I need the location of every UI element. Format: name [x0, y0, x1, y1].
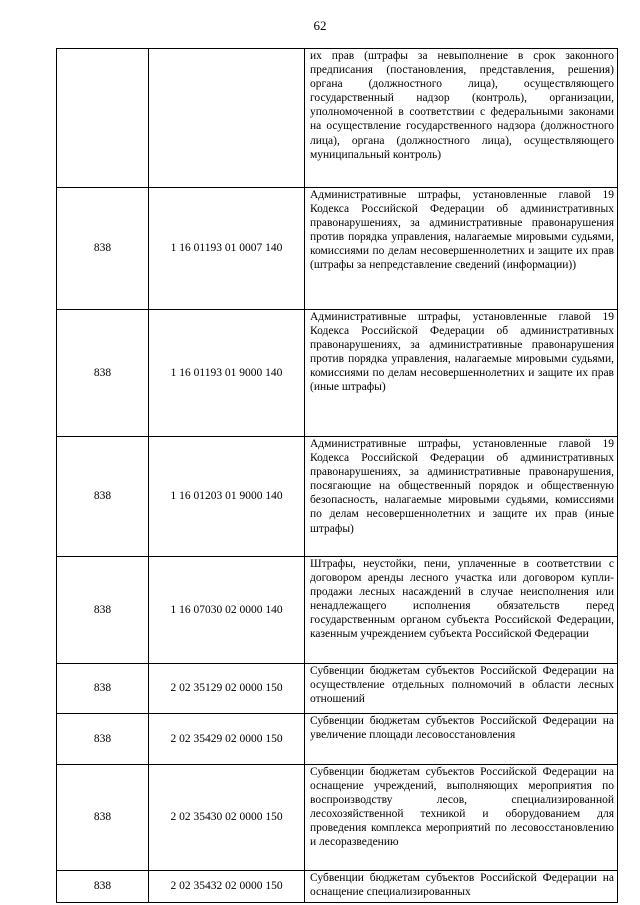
admin-code-cell: 838 [57, 310, 149, 437]
admin-code-cell: 838 [57, 714, 149, 765]
budget-code-cell: 2 02 35429 02 0000 150 [149, 714, 305, 765]
budget-code-cell [149, 49, 305, 188]
admin-code-cell: 838 [57, 871, 149, 903]
admin-code-cell: 838 [57, 437, 149, 557]
description-cell: Административные штрафы, установленные главой 19 Кодекса Российской Федерации об административных правонарушениях, за административные правонарушения, посягающие на общественный порядок и общественную безопасность, налагаемые мировыми судьями, комиссиями по делам несовершеннолетних и защите их прав (иные штрафы) [305, 437, 618, 557]
table-row [57, 871, 618, 903]
description-cell: их прав (штрафы за невыполнение в срок законного предписания (постановления, представления, решения) органа (должностного лица), осуществляющего государственный надзор (контроль), организации, уполномоченной в соответствии с федеральными законами на осуществление государственного надзора (должностного лица), органа (должностного лица), осуществляющего муниципальный контроль) [305, 49, 618, 188]
table-row [57, 310, 618, 437]
budget-code-cell: 2 02 35432 02 0000 150 [149, 871, 305, 903]
description-cell: Субвенции бюджетам субъектов Российской Федерации на оснащение учреждений, выполняющих мероприятия по воспроизводству лесов, специализированной лесохозяйственной техникой и оборудованием для проведения комплекса мероприятий по лесовосстановлению и лесоразведению [305, 765, 618, 871]
budget-code-cell: 2 02 35129 02 0000 150 [149, 664, 305, 714]
description-cell: Административные штрафы, установленные главой 19 Кодекса Российской Федерации об административных правонарушениях, за административные правонарушения против порядка управления, налагаемые мировыми судьями, комиссиями по делам несовершеннолетних и защите их прав (иные штрафы) [305, 310, 618, 437]
description-cell: Субвенции бюджетам субъектов Российской Федерации на увеличение площади лесовосстановления [305, 714, 618, 765]
admin-code-cell: 838 [57, 765, 149, 871]
budget-code-cell: 1 16 01193 01 0007 140 [149, 188, 305, 310]
budget-code-cell: 2 02 35430 02 0000 150 [149, 765, 305, 871]
budget-code-cell: 1 16 01193 01 9000 140 [149, 310, 305, 437]
table-row [57, 437, 618, 557]
description-cell: Административные штрафы, установленные главой 19 Кодекса Российской Федерации об административных правонарушениях, за административные правонарушения против порядка управления, налагаемые мировыми судьями, комиссиями по делам несовершеннолетних и защите их прав (штрафы за непредставление сведений (информации)) [305, 188, 618, 310]
description-cell: Штрафы, неустойки, пени, уплаченные в соответствии с договором аренды лесного участка или договором купли-продажи лесных насаждений в случае неисполнения или ненадлежащего исполнения обязательств перед государственным органом субъекта Российской Федерации, казенным учреждением субъекта Российской Федерации [305, 557, 618, 664]
table-row [57, 714, 618, 765]
table-row [57, 188, 618, 310]
description-cell: Субвенции бюджетам субъектов Российской Федерации на осуществление отдельных полномочий в области лесных отношений [305, 664, 618, 714]
admin-code-cell: 838 [57, 188, 149, 310]
page-number: 62 [313, 18, 327, 33]
table-row [57, 49, 618, 188]
admin-code-cell [57, 49, 149, 188]
admin-code-cell: 838 [57, 557, 149, 664]
budget-classification-table [56, 48, 618, 903]
admin-code-cell: 838 [57, 664, 149, 714]
table-row [57, 765, 618, 871]
table-row [57, 664, 618, 714]
table-row [57, 557, 618, 664]
description-cell: Субвенции бюджетам субъектов Российской Федерации на оснащение специализированных [305, 871, 618, 903]
budget-code-cell: 1 16 01203 01 9000 140 [149, 437, 305, 557]
budget-code-cell: 1 16 07030 02 0000 140 [149, 557, 305, 664]
